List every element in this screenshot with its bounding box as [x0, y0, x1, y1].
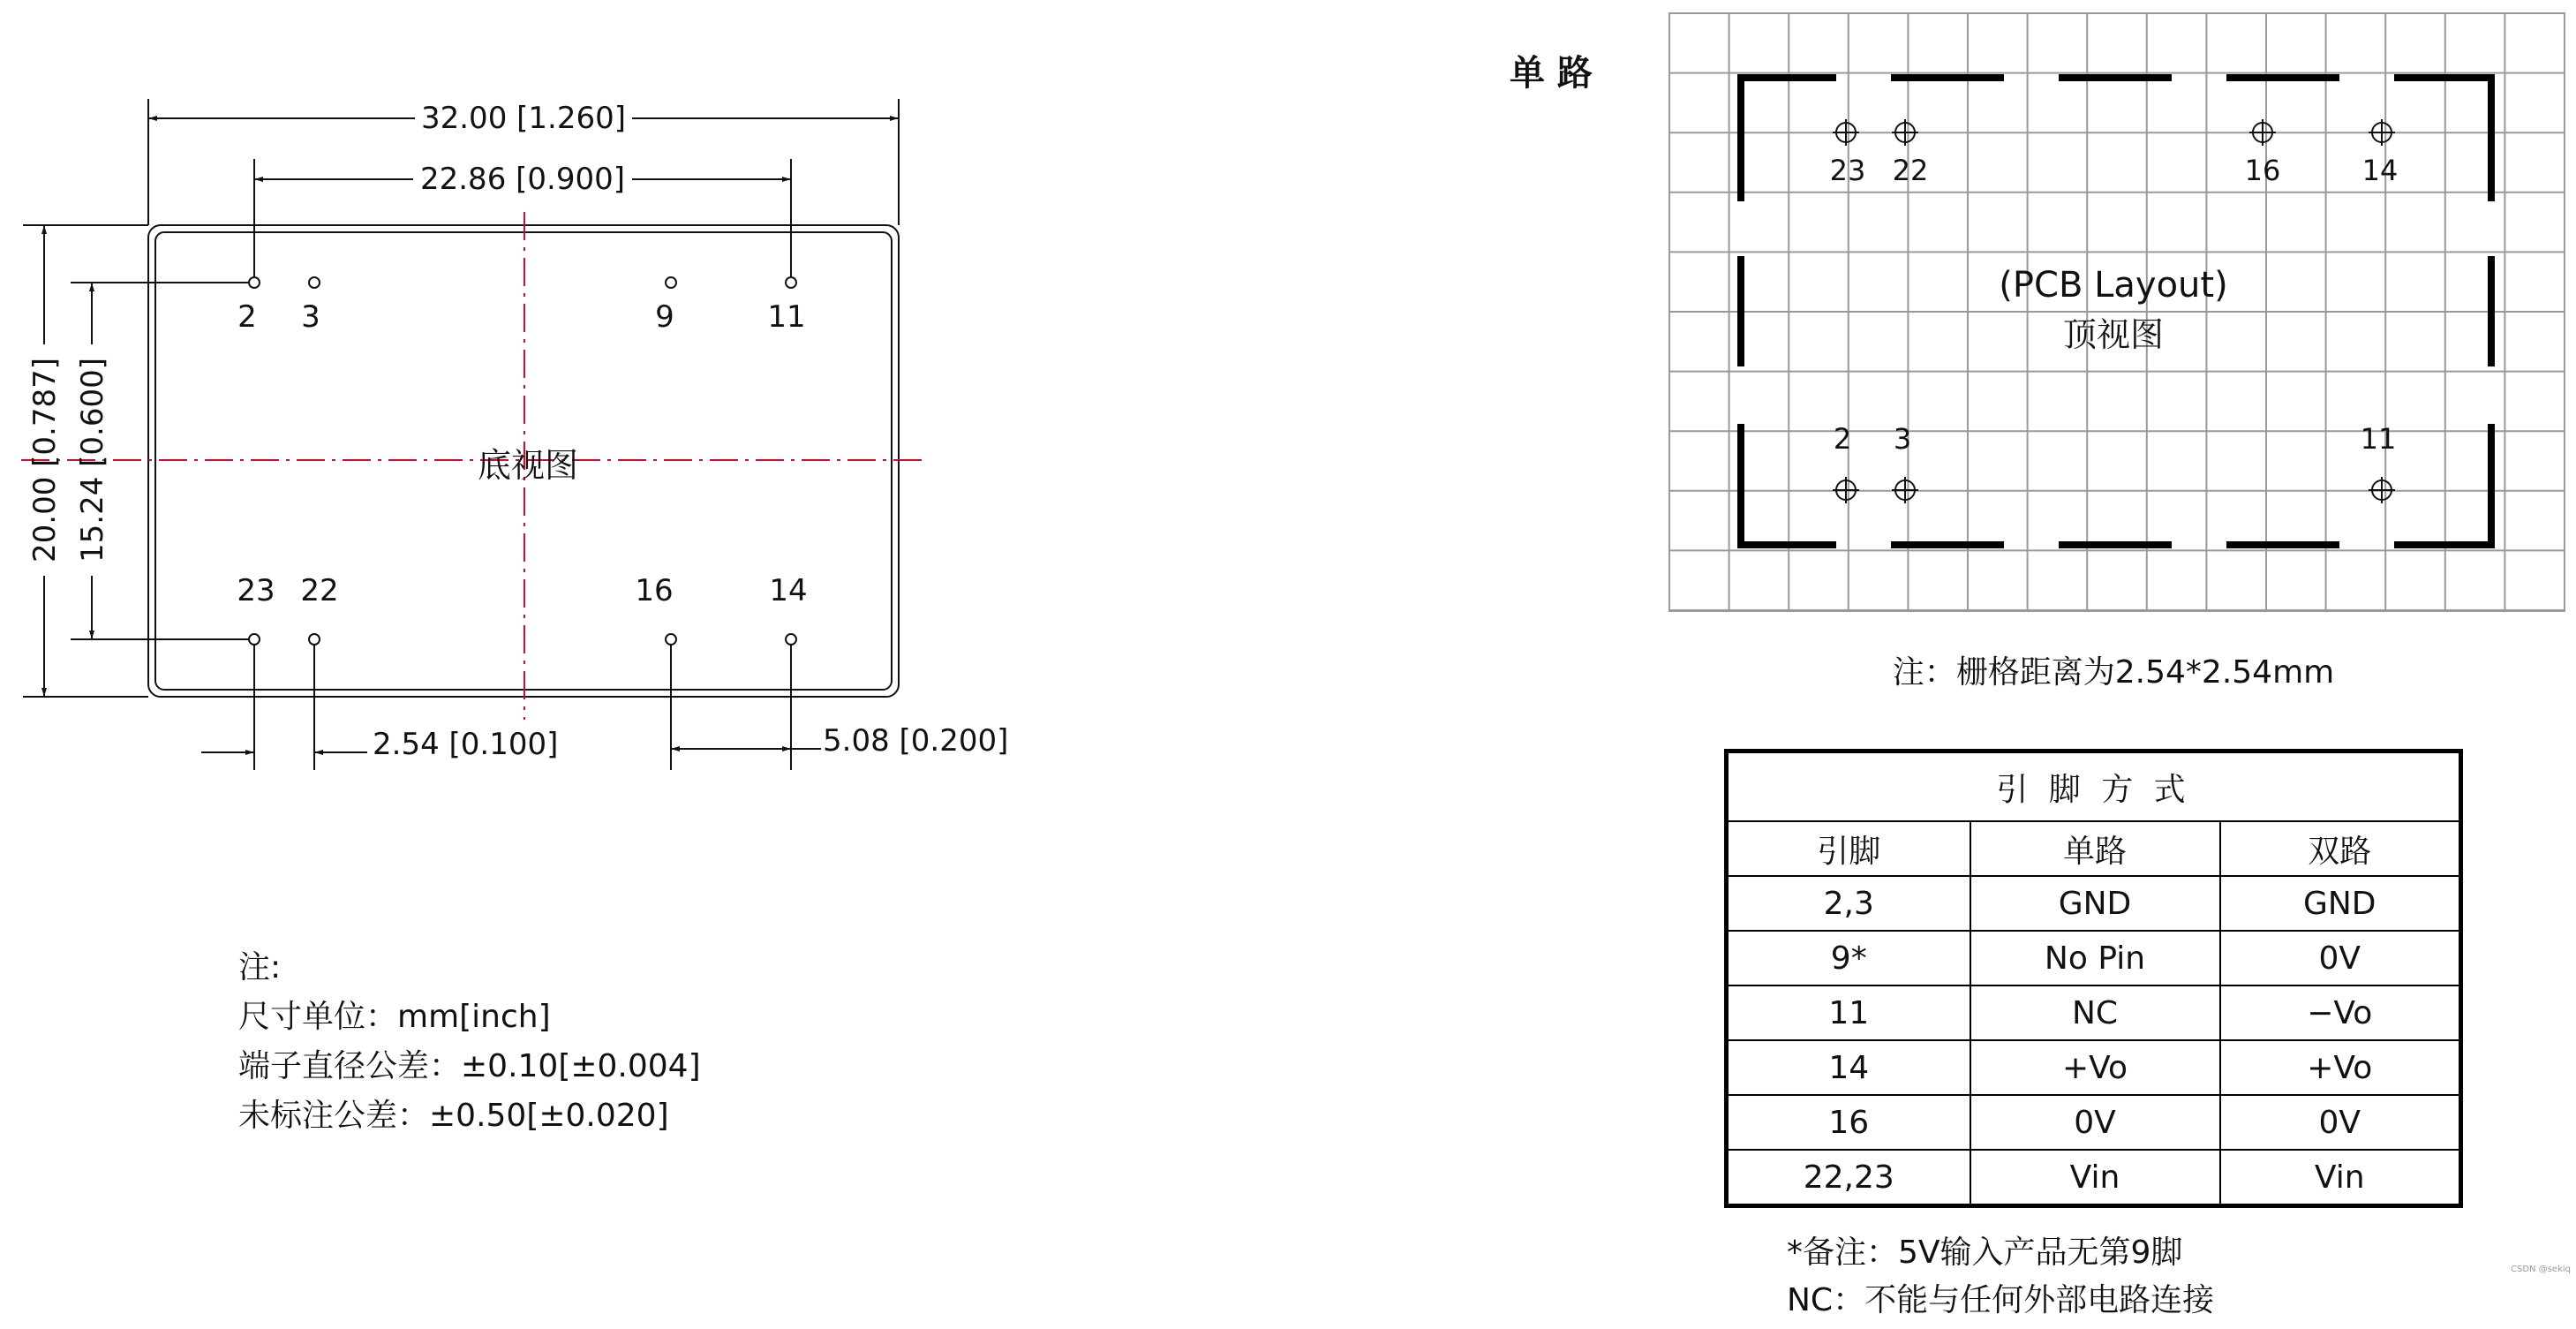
pin-label: 11	[767, 299, 806, 335]
pcb-title-cn: 顶视图	[2062, 315, 2165, 354]
pcb-grid-note: 注：栅格距离为2.54*2.54mm	[1892, 654, 2335, 691]
pin-label: 9	[655, 299, 674, 335]
pcb-pin-label: 11	[2360, 422, 2397, 456]
dim-pitch-small: 2.54 [0.100]	[373, 727, 559, 762]
pin-label: 14	[769, 573, 808, 608]
outline-corner	[2394, 424, 2491, 545]
table-cell: GND	[1970, 876, 2220, 931]
note-line: 端子直径公差：±0.10[±0.004]	[238, 1048, 701, 1084]
pin-hole	[249, 634, 260, 645]
pin-hole	[309, 277, 320, 288]
pcb-pin	[2369, 477, 2395, 503]
footnote-line: *备注：5V输入产品无第9脚	[1787, 1235, 2183, 1271]
table-cell: GND	[2220, 876, 2461, 931]
pcb-pin-label: 23	[1829, 154, 1866, 187]
pin-assignment-table	[1724, 749, 2463, 1208]
table-cell: +Vo	[1970, 1040, 2220, 1095]
table-cell: 14	[1727, 1040, 1970, 1095]
pcb-layout-grid	[1669, 13, 2565, 611]
outline-corner	[2394, 78, 2491, 201]
note-line: 未标注公差：±0.50[±0.020]	[238, 1098, 669, 1134]
dim-pin-row-span: 15.24 [0.600]	[75, 357, 110, 563]
pin-label: 23	[237, 573, 275, 608]
table-cell: 16	[1727, 1095, 1970, 1150]
table-cell: Vin	[1970, 1150, 2220, 1206]
table-cell: 11	[1727, 985, 1970, 1040]
column-header: 双路	[2220, 821, 2461, 876]
pcb-pin-label: 3	[1893, 422, 1912, 456]
pcb-pin-label: 22	[1892, 154, 1929, 187]
pcb-pin	[1833, 477, 1859, 503]
pcb-pin	[1892, 119, 1918, 146]
pin-hole	[249, 277, 260, 288]
note-line: 尺寸单位：mm[inch]	[238, 999, 551, 1035]
bottom-view-center-label: 底视图	[477, 446, 579, 485]
pcb-pin	[2249, 119, 2276, 146]
pin-label: 2	[237, 299, 257, 335]
pin-hole	[309, 634, 320, 645]
pin-hole	[666, 634, 676, 645]
dim-pin-span: 22.86 [0.900]	[419, 162, 626, 197]
table-row	[1727, 985, 2461, 1040]
pcb-title-en: (PCB Layout)	[1999, 265, 2228, 306]
pcb-pin	[1833, 119, 1859, 146]
pin-label: 16	[635, 573, 674, 608]
pin-hole	[786, 634, 796, 645]
table-cell: 0V	[2220, 1095, 2461, 1150]
dim-overall-width: 32.00 [1.260]	[420, 101, 627, 136]
table-cell: −Vo	[2220, 985, 2461, 1040]
pin-hole	[666, 277, 676, 288]
footnote-line: NC：不能与任何外部电路连接	[1787, 1282, 2215, 1318]
table-cell: 22,23	[1727, 1150, 1970, 1206]
pcb-variant-label: 单 路	[1510, 53, 1593, 94]
dim-overall-height: 20.00 [0.787]	[27, 357, 63, 563]
table-row	[1727, 1095, 2461, 1150]
table-cell: Vin	[2220, 1150, 2461, 1206]
table-header-row	[1727, 821, 2461, 876]
column-header: 引脚	[1727, 821, 1970, 876]
table-cell: 9*	[1727, 931, 1970, 985]
table-row	[1727, 1040, 2461, 1095]
pin-label: 22	[300, 573, 339, 608]
table-cell: No Pin	[1970, 931, 2220, 985]
pcb-pin-label: 16	[2244, 154, 2281, 187]
table-cell: +Vo	[2220, 1040, 2461, 1095]
table-cell: 0V	[1970, 1095, 2220, 1150]
table-title: 引 脚 方 式	[1727, 751, 2461, 822]
dimension-notes	[238, 943, 701, 1141]
pcb-pin	[1892, 477, 1918, 503]
pcb-pin	[2369, 119, 2395, 146]
pin-label: 3	[301, 299, 320, 335]
pcb-pin-label: 14	[2361, 154, 2399, 187]
pcb-pin-label: 2	[1833, 422, 1852, 456]
table-cell: 0V	[2220, 931, 2461, 985]
table-cell: NC	[1970, 985, 2220, 1040]
pin-footnotes	[1787, 1229, 2214, 1325]
table-row	[1727, 876, 2461, 931]
watermark: CSDN @sekiq	[2511, 1265, 2571, 1274]
table-cell: 2,3	[1727, 876, 1970, 931]
pin-hole	[786, 277, 796, 288]
bottom-view-labels	[27, 101, 1008, 762]
table-row	[1727, 1150, 2461, 1206]
bottom-view-drawing	[21, 99, 923, 770]
notes-title: 注:	[238, 949, 282, 985]
column-header: 单路	[1970, 821, 2220, 876]
dim-pitch-large: 5.08 [0.200]	[823, 723, 1009, 759]
table-row	[1727, 931, 2461, 985]
